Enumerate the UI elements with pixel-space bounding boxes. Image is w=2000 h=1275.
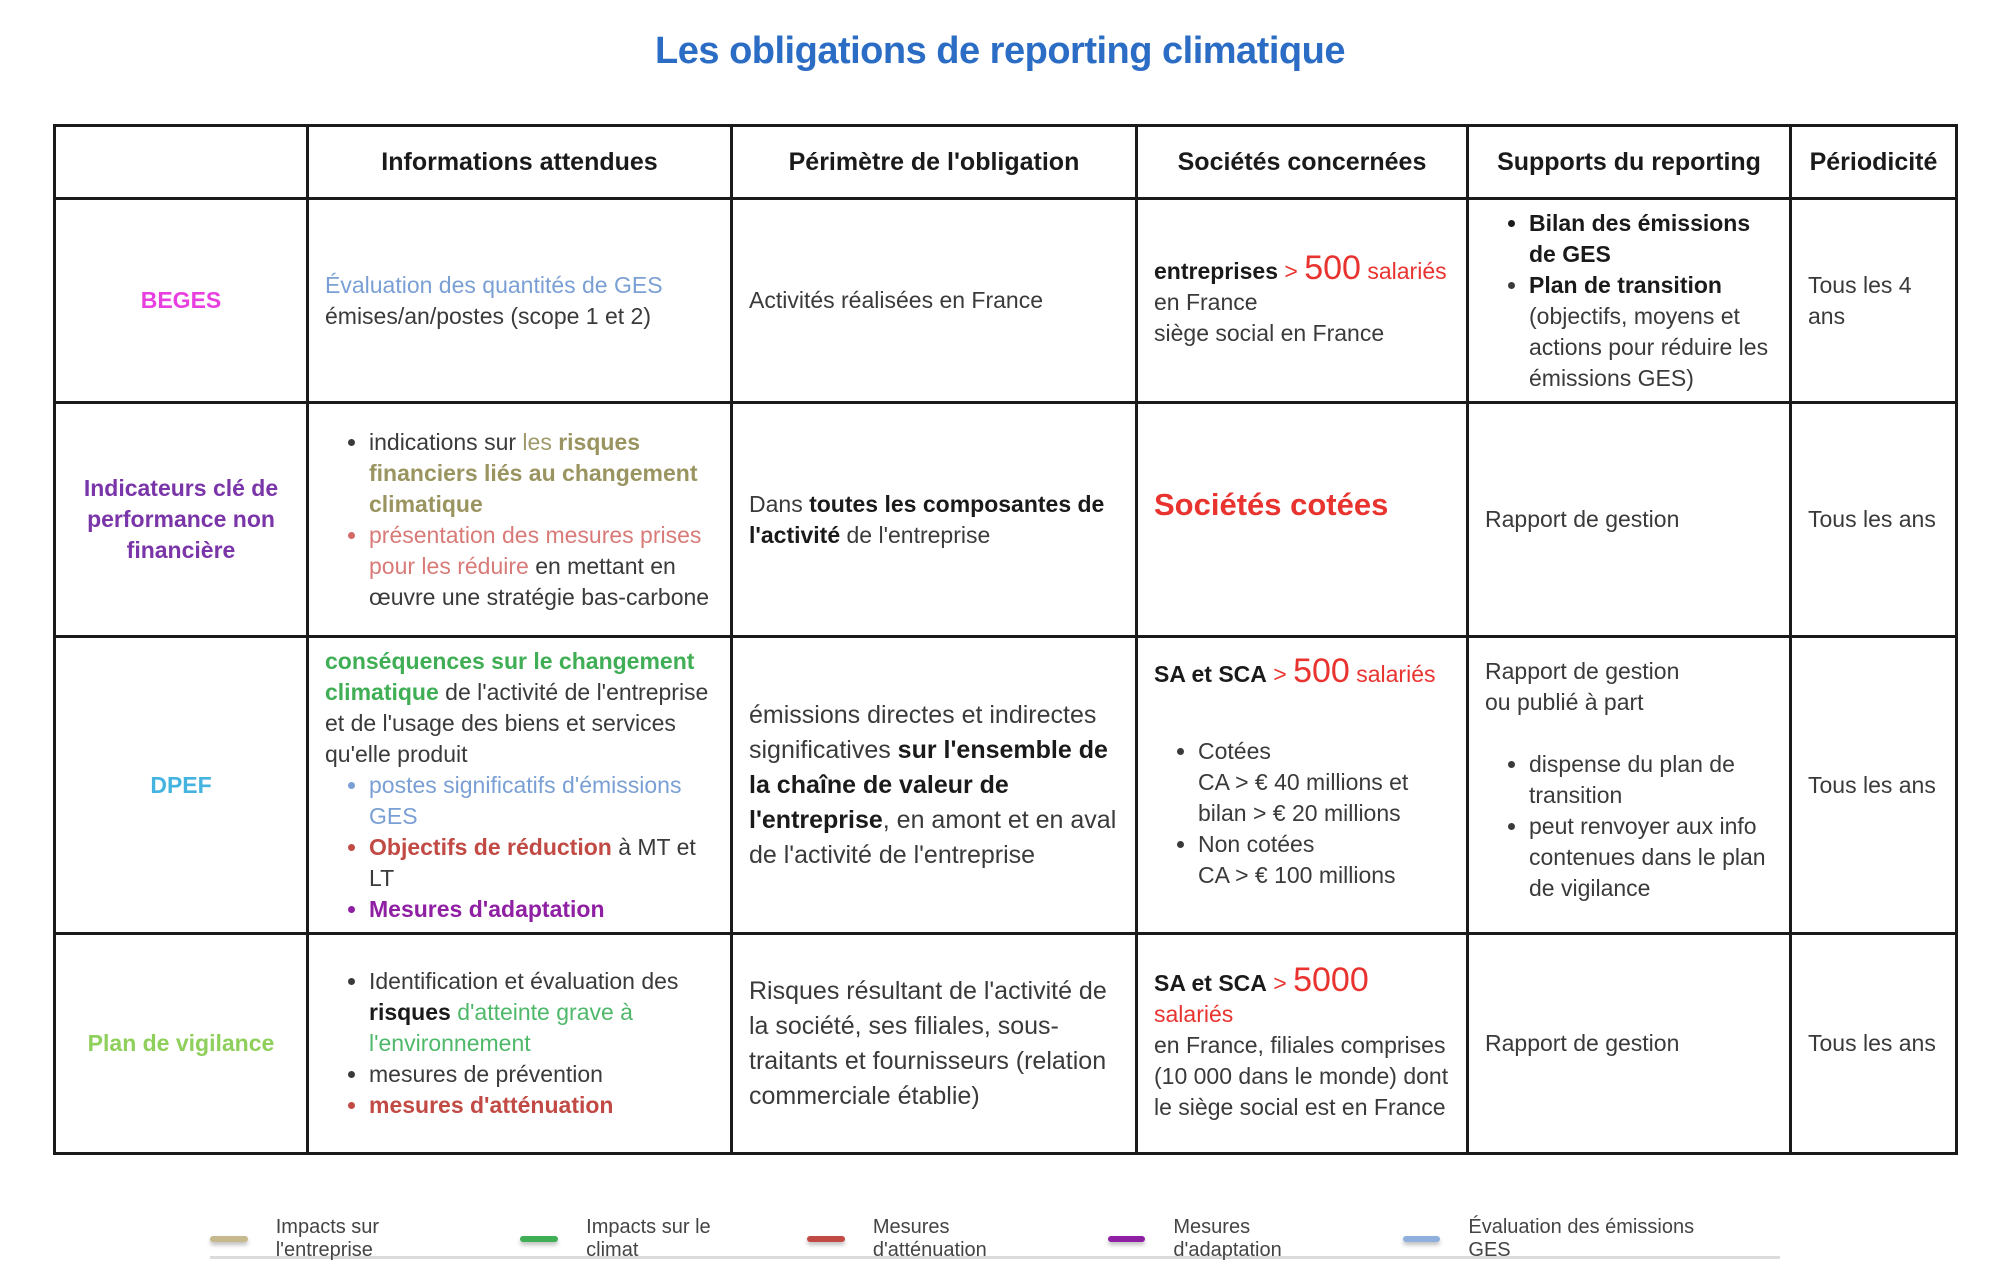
- legend-label: Mesures d'adaptation: [1173, 1216, 1282, 1261]
- plan-transition-label: Plan de transition: [1529, 271, 1722, 298]
- cell-periodicite: Tous les 4 ans: [1791, 199, 1957, 403]
- evaluation-ges-text: Évaluation des quantités de GES: [325, 271, 663, 298]
- cell-informations: [308, 199, 732, 403]
- text: Cotées: [1198, 738, 1271, 764]
- header-periodicite: Périodicité: [1791, 126, 1957, 199]
- cell-societes: [1137, 637, 1468, 934]
- legend-label: Impacts sur le climat: [586, 1216, 711, 1261]
- cell-periodicite: Tous les ans: [1791, 403, 1957, 637]
- text: Non cotées: [1198, 831, 1315, 857]
- text: émissions directes et indirectes significatives: [749, 700, 1097, 764]
- text: toutes les composantes de l'activité: [749, 490, 1105, 548]
- cell-informations: [308, 637, 732, 934]
- cell-perimetre: Risques résultant de l'activité de la société, ses filiales, sous-traitants et fournisseurs (relation commerciale établie): [732, 934, 1137, 1154]
- cell-societes: [1137, 934, 1468, 1154]
- text: en France, filiales comprises (10 000 dans le monde) dont le siège social est en France: [1154, 1031, 1449, 1120]
- table-row-indicateurs: [55, 403, 1957, 637]
- plan-transition-detail: (objectifs, moyens et actions pour réduire les émissions GES): [1529, 302, 1769, 391]
- list-item: • mesures d'atténuation: [369, 1090, 714, 1121]
- list-item: • postes significatifs d'émissions GES: [369, 770, 714, 832]
- legend-swatch-icon: [807, 1236, 845, 1242]
- legend-swatch-icon: [1108, 1236, 1146, 1242]
- cell-societes: [1137, 403, 1468, 637]
- legend-swatch-icon: [210, 1236, 248, 1242]
- employee-unit: salariés: [1154, 1000, 1234, 1027]
- cell-perimetre: [732, 637, 1137, 934]
- text: Dans: [749, 490, 810, 517]
- text: indications sur: [369, 428, 523, 455]
- header-supports: Supports du reporting: [1468, 126, 1791, 199]
- text: CA > € 100 millions: [1198, 862, 1396, 888]
- societes-line: siège social en France: [1154, 319, 1385, 346]
- supports-list: [1485, 749, 1773, 904]
- text: bilan > € 20 millions: [1198, 800, 1401, 826]
- legend-label: Mesures d'atténuation: [872, 1216, 987, 1261]
- legend: [210, 1216, 1780, 1261]
- cell-periodicite: Tous les ans: [1791, 637, 1957, 934]
- societes-type: SA et SCA: [1154, 969, 1267, 996]
- text: risques: [369, 999, 451, 1025]
- text: à MT et LT: [369, 833, 696, 891]
- risques-financiers-text: risques financiers liés au changement climatique: [369, 428, 698, 517]
- legend-item: [1403, 1216, 1740, 1262]
- employee-unit: salariés: [1360, 257, 1447, 284]
- cell-supports: [1468, 199, 1791, 403]
- row-label-dpef: DPEF: [55, 637, 308, 934]
- reporting-table: [53, 124, 1958, 1155]
- row-label-plan-vigilance: Plan de vigilance: [55, 934, 308, 1154]
- list-item: [369, 832, 714, 894]
- page-title: Les obligations de reporting climatique: [655, 30, 1345, 72]
- header-perimetre: Périmètre de l'obligation: [732, 126, 1137, 199]
- gt-sign: >: [1278, 257, 1305, 284]
- legend-swatch-icon: [1403, 1236, 1441, 1242]
- header-empty: [55, 126, 308, 199]
- legend-swatch-icon: [520, 1236, 558, 1242]
- row-label-indicateurs: Indicateurs clé de performance non financière: [55, 403, 308, 637]
- informations-text: émises/an/postes (scope 1 et 2): [325, 302, 651, 329]
- list-item: [369, 520, 714, 613]
- cell-supports: Rapport de gestion: [1468, 934, 1791, 1154]
- legend-item: [520, 1216, 767, 1262]
- text: en mettant en œuvre une stratégie bas-carbone: [369, 552, 710, 610]
- text: CA > € 40 millions et: [1198, 769, 1409, 795]
- legend-item: [1108, 1216, 1363, 1262]
- text: , en amont et en aval de l'activité de l'entreprise: [749, 805, 1117, 869]
- row-label-beges: BEGES: [55, 199, 308, 403]
- header-row: [55, 126, 1957, 199]
- societes-list: [1154, 736, 1450, 891]
- gt-sign: >: [1266, 969, 1294, 996]
- informations-list: [325, 427, 714, 613]
- text: ou publié à part: [1485, 689, 1644, 715]
- employee-threshold: 500: [1293, 652, 1350, 690]
- cell-societes: [1137, 199, 1468, 403]
- text: les: [522, 428, 559, 455]
- cell-perimetre: [732, 403, 1137, 637]
- text: de l'activité de l'entreprise et de l'usage des biens et services qu'elle produit: [325, 678, 709, 767]
- table-row-plan-vigilance: [55, 934, 1957, 1154]
- list-item: [369, 427, 714, 520]
- informations-list: [325, 770, 714, 925]
- objectifs-text: Objectifs de réduction: [369, 833, 612, 860]
- informations-list: [325, 966, 714, 1121]
- societes-type: SA et SCA: [1154, 661, 1267, 687]
- cell-supports: [1468, 637, 1791, 934]
- list-item: • dispense du plan de transition: [1529, 749, 1773, 811]
- legend-label: Impacts sur l'entreprise: [275, 1216, 380, 1261]
- gt-sign: >: [1266, 661, 1294, 687]
- employee-unit: salariés: [1349, 661, 1436, 687]
- list-item: [1529, 270, 1773, 394]
- list-item: • peut renvoyer aux info contenues dans le plan de vigilance: [1529, 811, 1773, 904]
- impacts-climat-text: d'atteinte grave à l'environnement: [369, 999, 633, 1056]
- list-item: • Mesures d'adaptation: [369, 894, 714, 925]
- legend-item: [210, 1216, 480, 1262]
- societes-line: en France: [1154, 288, 1258, 315]
- text: Rapport de gestion: [1485, 658, 1680, 684]
- employee-threshold: 500: [1304, 248, 1361, 287]
- header-informations: Informations attendues: [308, 126, 732, 199]
- table-row-beges: [55, 199, 1957, 403]
- list-item: • Bilan des émissions de GES: [1529, 208, 1773, 270]
- cell-perimetre: Activités réalisées en France: [732, 199, 1137, 403]
- societes-type: entreprises: [1154, 257, 1279, 284]
- text: de l'entreprise: [840, 521, 991, 548]
- mesures-text: présentation des mesures prises pour les réduire: [369, 521, 702, 579]
- cell-informations: [308, 934, 732, 1154]
- list-item: [1198, 736, 1450, 829]
- supports-list: [1485, 208, 1773, 394]
- list-item: [1198, 829, 1450, 891]
- impacts-climat-text: conséquences sur le changement climatique: [325, 647, 695, 705]
- list-item: • mesures de prévention: [369, 1059, 714, 1090]
- societes-cotees: Sociétés cotées: [1154, 487, 1389, 522]
- legend-label: Évaluation des émissions GES: [1468, 1216, 1695, 1261]
- text: sur l'ensemble de la chaîne de valeur de l'entreprise: [749, 735, 1108, 834]
- legend-item: [807, 1216, 1068, 1262]
- text: Identification et évaluation des: [369, 968, 679, 994]
- cell-periodicite: Tous les ans: [1791, 934, 1957, 1154]
- cell-supports: Rapport de gestion: [1468, 403, 1791, 637]
- cell-informations: [308, 403, 732, 637]
- header-societes: Sociétés concernées: [1137, 126, 1468, 199]
- list-item: [369, 966, 714, 1059]
- table-row-dpef: [55, 637, 1957, 934]
- employee-threshold: 5000: [1293, 960, 1369, 999]
